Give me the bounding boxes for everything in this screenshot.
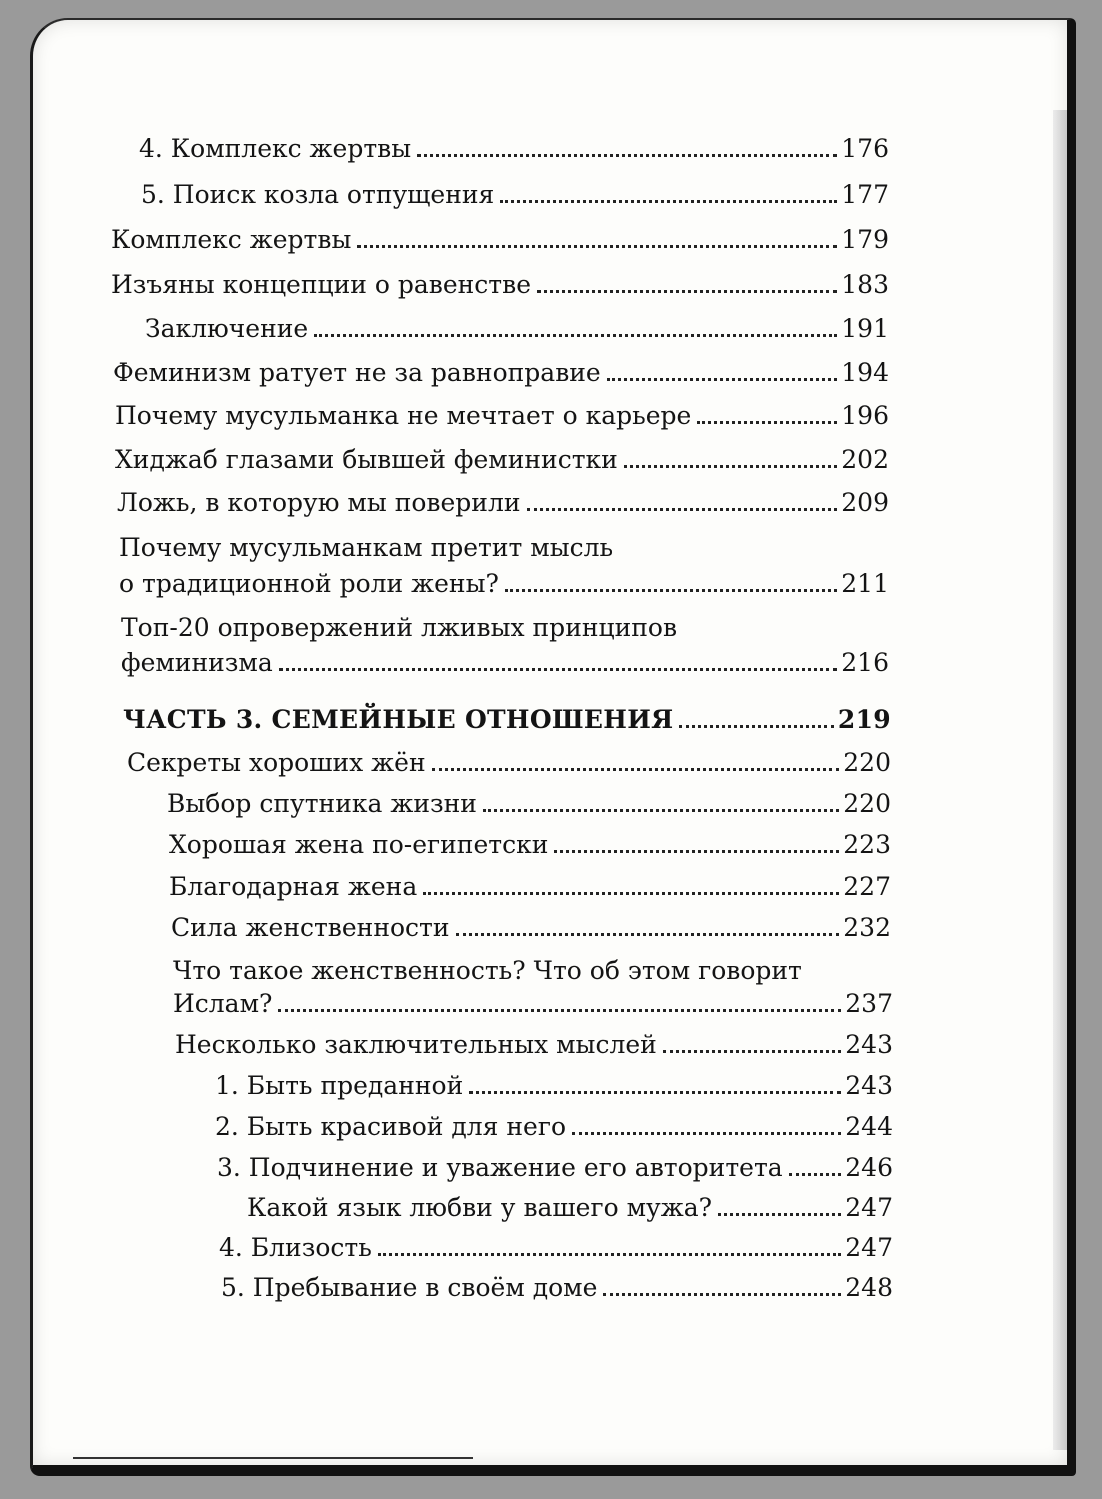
- dot-leader: [378, 1252, 841, 1256]
- toc-entry: [145, 312, 889, 346]
- toc-entry: [167, 787, 891, 821]
- toc-entry: [219, 1231, 893, 1265]
- toc-entry-title: Почему мусульманка не мечтает о карьере: [115, 401, 692, 430]
- toc-entry-title: Выбор спутника жизни: [167, 789, 477, 818]
- dot-leader: [603, 1292, 841, 1296]
- toc-entry: [111, 223, 889, 257]
- toc-entry-title: Благодарная жена: [169, 872, 418, 901]
- dot-leader: [718, 1212, 841, 1216]
- dot-leader: [469, 1090, 841, 1094]
- toc-entry-page: 247: [845, 1233, 893, 1262]
- dot-leader: [663, 1049, 841, 1053]
- toc-entry-title: Сила женственности: [171, 913, 450, 942]
- dot-leader: [314, 333, 837, 337]
- toc-entry-title: Какой язык любви у вашего мужа?: [247, 1193, 713, 1222]
- toc-entry-page: 209: [841, 488, 889, 517]
- dot-leader: [607, 377, 838, 381]
- dot-leader: [417, 153, 837, 157]
- toc-entry-title: Заключение: [145, 314, 309, 343]
- toc-entry: [111, 268, 889, 302]
- toc-entry: [115, 399, 889, 433]
- toc-entry-title: Топ-20 опровержений лживых принципов: [121, 613, 678, 642]
- toc-entry-page: 237: [845, 989, 893, 1018]
- toc-entry-page: 183: [841, 270, 889, 299]
- dot-leader: [357, 244, 837, 248]
- toc-entry-title: 5. Пребывание в своём доме: [221, 1273, 598, 1302]
- toc-entry-page: 211: [841, 569, 889, 598]
- toc-entry-title: Что такое женственность? Что об этом говорит: [173, 956, 802, 985]
- toc-entry-page: 227: [843, 872, 891, 901]
- toc-entry: [217, 1151, 893, 1185]
- toc-entry: [169, 870, 891, 904]
- toc-entry-line1: [173, 954, 893, 988]
- dot-leader: [789, 1172, 842, 1176]
- toc-entry-page: 247: [845, 1193, 893, 1222]
- dot-leader: [697, 420, 837, 424]
- toc-entry-title: 2. Быть красивой для него: [215, 1112, 566, 1141]
- toc-entry: [141, 178, 889, 212]
- toc-entry-title: Почему мусульманкам претит мысль: [119, 533, 614, 562]
- toc-entry-line1: [119, 531, 889, 565]
- toc-entry-page: 220: [843, 789, 891, 818]
- toc-entry-title: феминизма: [121, 648, 273, 677]
- table-of-contents: [33, 20, 1067, 1465]
- toc-entry-page: 248: [845, 1273, 893, 1302]
- toc-entry-title: Хорошая жена по-египетски: [169, 830, 549, 859]
- toc-entry-page: 243: [845, 1030, 893, 1059]
- toc-entry-title: Несколько заключительных мыслей: [175, 1030, 657, 1059]
- toc-entry-page: 177: [841, 180, 889, 209]
- toc-entry-title: Изъяны концепции о равенстве: [111, 270, 531, 299]
- toc-entry-page: 246: [845, 1153, 893, 1182]
- dot-leader: [505, 588, 837, 592]
- dot-leader: [483, 808, 839, 812]
- toc-entry: [173, 987, 893, 1021]
- toc-entry-title: Комплекс жертвы: [111, 225, 352, 254]
- toc-entry: [139, 132, 889, 166]
- book-page: [30, 18, 1076, 1476]
- toc-entry-title: 5. Поиск козла отпущения: [141, 180, 495, 209]
- toc-entry: [247, 1191, 893, 1225]
- toc-entry: [215, 1069, 893, 1103]
- dot-leader: [278, 1008, 841, 1012]
- toc-entry-page: 220: [843, 748, 891, 777]
- dot-leader: [456, 932, 840, 936]
- toc-entry-title: 4. Близость: [219, 1233, 372, 1262]
- toc-entry-page: 194: [841, 358, 889, 387]
- toc-entry-page: 196: [841, 401, 889, 430]
- toc-entry: [115, 443, 889, 477]
- toc-entry: [171, 911, 891, 945]
- toc-entry: [127, 746, 891, 780]
- toc-entry-page: 243: [845, 1071, 893, 1100]
- dot-leader: [432, 767, 840, 771]
- toc-entry-title: Ложь, в которую мы поверили: [117, 488, 521, 517]
- toc-entry-page: 202: [841, 445, 889, 474]
- toc-entry-title: 4. Комплекс жертвы: [139, 134, 412, 163]
- dot-leader: [679, 724, 833, 728]
- dot-leader: [527, 507, 838, 511]
- dot-leader: [624, 464, 837, 468]
- toc-entry-page: 191: [841, 314, 889, 343]
- dot-leader: [423, 891, 839, 895]
- toc-entry-title: Хиджаб глазами бывшей феминистки: [115, 445, 618, 474]
- toc-entry: [121, 646, 889, 680]
- toc-entry: [119, 567, 889, 601]
- toc-entry-page: 232: [843, 913, 891, 942]
- toc-entry-title: Ислам?: [173, 989, 273, 1018]
- toc-entry-title: о традиционной роли жены?: [119, 569, 499, 598]
- toc-entry-title: 3. Подчинение и уважение его авторитета: [217, 1153, 783, 1182]
- toc-entry: [215, 1110, 893, 1144]
- dot-leader: [537, 289, 837, 293]
- toc-entry: [117, 486, 889, 520]
- toc-entry-page: 216: [841, 648, 889, 677]
- toc-entry: [113, 356, 889, 390]
- toc-entry-page: 176: [841, 134, 889, 163]
- dot-leader: [500, 199, 837, 203]
- toc-entry: [169, 828, 891, 862]
- toc-entry: [221, 1271, 893, 1305]
- dot-leader: [279, 667, 837, 671]
- dot-leader: [554, 849, 839, 853]
- dot-leader: [572, 1131, 841, 1135]
- toc-entry: [175, 1028, 893, 1062]
- toc-entry-page: 223: [843, 830, 891, 859]
- toc-entry-line1: [121, 611, 889, 645]
- toc-entry-page: 244: [845, 1112, 893, 1141]
- toc-entry-page: 219: [837, 705, 891, 734]
- toc-entry-title: Феминизм ратует не за равноправие: [113, 358, 601, 387]
- toc-entry-title: 1. Быть преданной: [215, 1071, 464, 1100]
- toc-entry-title: Секреты хороших жён: [127, 748, 426, 777]
- toc-entry-title: ЧАСТЬ 3. СЕМЕЙНЫЕ ОТНОШЕНИЯ: [123, 705, 674, 734]
- toc-entry-page: 179: [841, 225, 889, 254]
- toc-part-heading: [123, 703, 891, 737]
